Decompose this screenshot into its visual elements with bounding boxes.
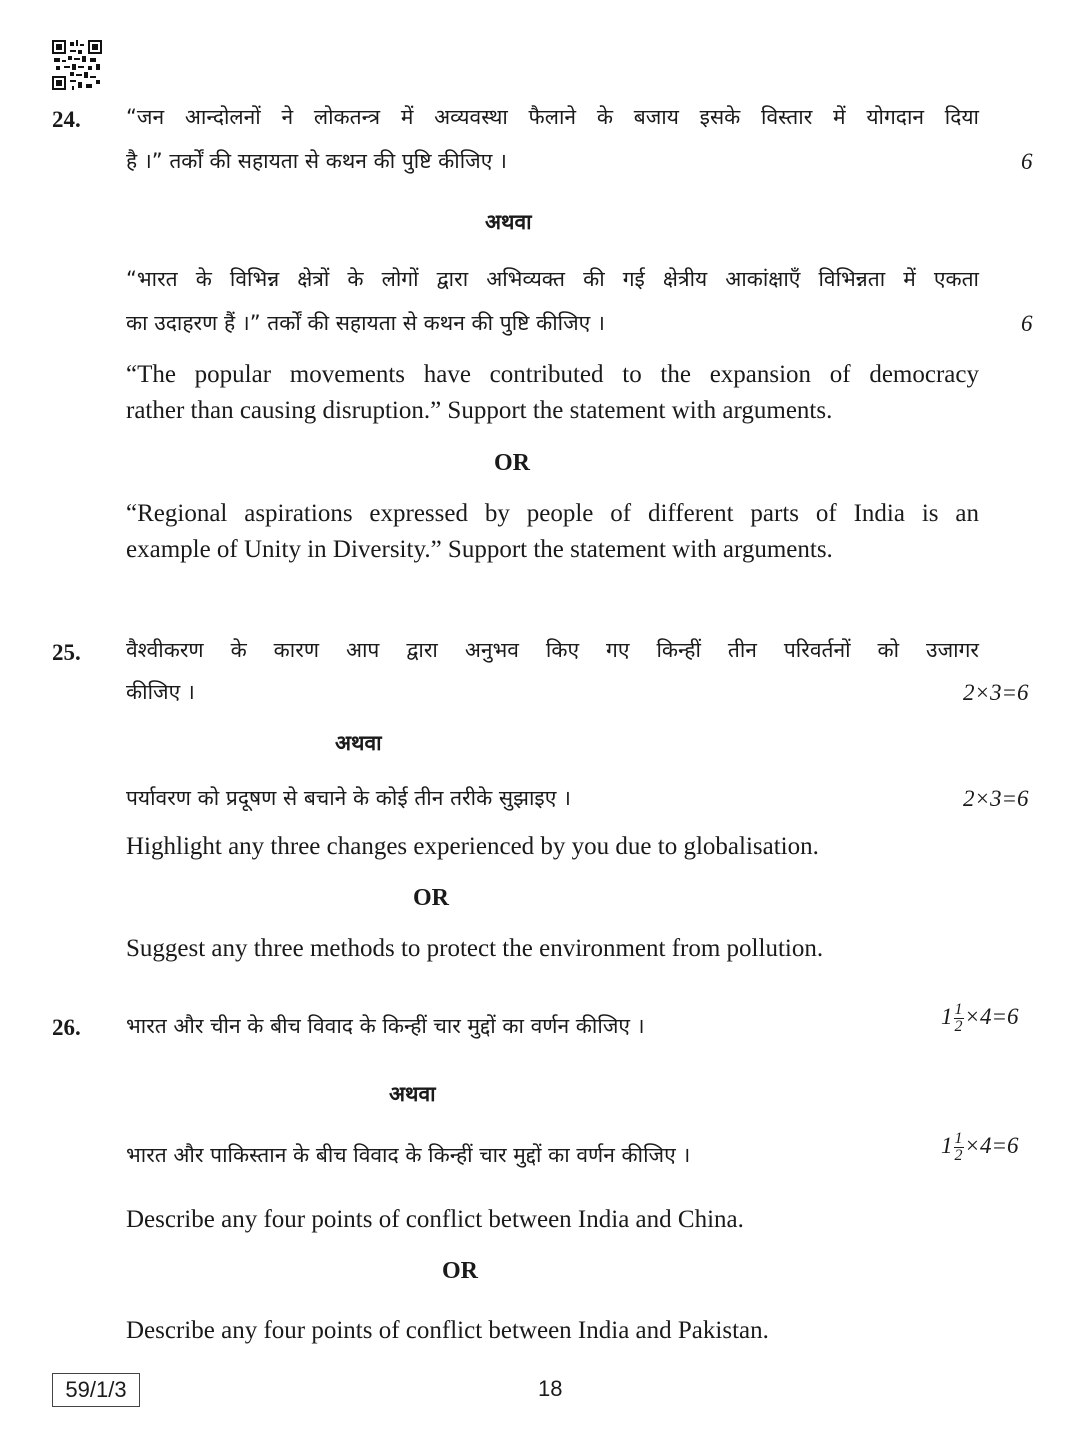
question-text-english: “The popular movements have contributed to the expansion of democracy xyxy=(126,361,979,388)
qr-code-icon xyxy=(52,40,102,90)
question-text-hindi: है ।” तर्कों की सहायता से कथन की पुष्टि कीजिए । xyxy=(126,149,507,173)
or-heading-hindi: अथवा xyxy=(389,1082,436,1106)
or-heading-hindi: अथवा xyxy=(335,731,382,755)
question-text-english: rather than causing disruption.” Support the statement with arguments. xyxy=(126,397,833,424)
marks-label: 6 xyxy=(1021,311,1033,336)
marks-label: 1 $\frac{1}{2}$ ×4=6 xyxy=(941,1001,1019,1035)
alt-question-text-english: Suggest any three methods to protect the environment from pollution. xyxy=(126,935,824,962)
alt-question-text-hindi: “भारत के विभिन्न क्षेत्रों के लोगों द्वारा अभिव्यक्त की गई क्षेत्रीय आकांक्षाएँ विभिन्नता में एकता xyxy=(126,267,979,291)
marks-label: 2×3=6 xyxy=(963,786,1029,811)
alt-question-text-hindi: का उदाहरण हैं ।” तर्कों की सहायता से कथन की पुष्टि कीजिए । xyxy=(126,311,605,335)
marks-label: 1 $\frac{1}{2}$ ×4=6 xyxy=(941,1130,1019,1164)
alt-question-text-english: “Regional aspirations expressed by people of different parts of India is an xyxy=(126,500,979,527)
or-heading: OR xyxy=(494,450,530,476)
alt-question-text-english: Describe any four points of conflict between India and Pakistan. xyxy=(126,1317,769,1344)
paper-code: 59/1/3 xyxy=(52,1373,140,1407)
alt-question-text-english: example of Unity in Diversity.” Support the statement with arguments. xyxy=(126,536,833,563)
marks-label: 2×3=6 xyxy=(963,680,1029,705)
question-text-hindi: “जन आन्दोलनों ने लोकतन्त्र में अव्यवस्था फैलाने के बजाय इसके विस्तार में योगदान दिया xyxy=(126,105,979,129)
or-heading: OR xyxy=(442,1258,478,1284)
question-number: 24. xyxy=(52,107,81,132)
or-heading: OR xyxy=(413,885,449,911)
marks-label: 6 xyxy=(1021,149,1033,174)
question-number: 26. xyxy=(52,1015,81,1040)
alt-question-text-hindi: पर्यावरण को प्रदूषण से बचाने के कोई तीन तरीके सुझाइए । xyxy=(126,786,571,810)
alt-question-text-hindi: भारत और पाकिस्तान के बीच विवाद के किन्हीं चार मुद्दों का वर्णन कीजिए । xyxy=(126,1143,691,1167)
question-text-hindi: कीजिए । xyxy=(126,680,195,704)
page-number: 18 xyxy=(538,1376,563,1401)
question-text-hindi: वैश्वीकरण के कारण आप द्वारा अनुभव किए गए किन्हीं तीन परिवर्तनों को उजागर xyxy=(126,638,979,662)
or-heading-hindi: अथवा xyxy=(485,210,532,234)
question-text-english: Describe any four points of conflict between India and China. xyxy=(126,1206,744,1233)
question-text-english: Highlight any three changes experienced by you due to globalisation. xyxy=(126,833,819,860)
question-number: 25. xyxy=(52,640,81,665)
question-text-hindi: भारत और चीन के बीच विवाद के किन्हीं चार मुद्दों का वर्णन कीजिए । xyxy=(126,1014,645,1038)
